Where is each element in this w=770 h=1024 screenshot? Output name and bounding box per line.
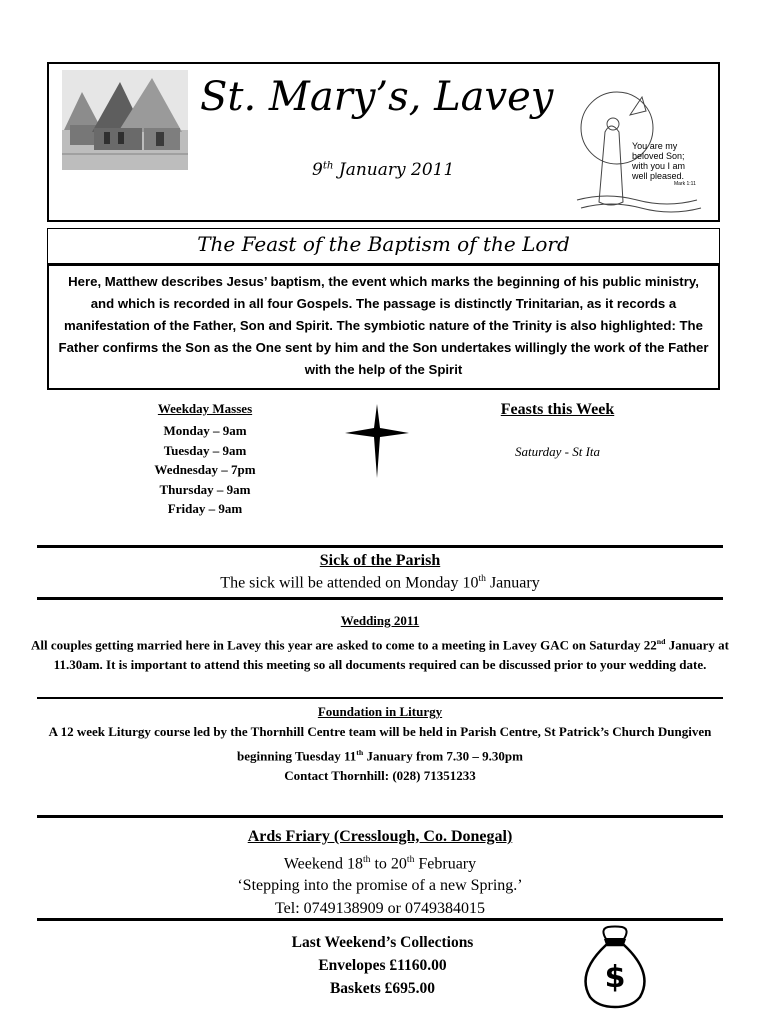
liturgy-text: A 12 week Liturgy course led by the Thornhill Centre team will be held in Parish Centre, St Patrick’s Church Dungiven beginning Tuesday 11th January from 7.30 – 9.30pm Contact Thornhill: (028) 71351233 bbox=[30, 722, 730, 787]
issue-date: 9th January 2011 bbox=[312, 160, 455, 180]
weekday-masses-list bbox=[120, 421, 290, 519]
sick-title: Sick of the Parish bbox=[319, 552, 441, 569]
verse-text: You are my beloved Son; with you I am well pleased. bbox=[632, 141, 686, 181]
liturgy-contact: Contact Thornhill: (028) 71351233 bbox=[284, 768, 476, 784]
wedding-title: Wedding 2011 bbox=[340, 613, 420, 628]
divider bbox=[37, 815, 723, 818]
ards-weekend: Weekend 18th to 20th February bbox=[283, 853, 477, 872]
ards-phone: Tel: 0749138909 or 0749384015 bbox=[275, 899, 485, 917]
collections-section bbox=[230, 931, 535, 1000]
verse-reference: Mark 1:11 bbox=[674, 181, 696, 187]
collections-baskets: Baskets £695.00 bbox=[329, 980, 436, 997]
weekday-masses-title: Weekday Masses bbox=[157, 401, 253, 416]
mass-item: Friday – 9am bbox=[167, 501, 243, 516]
mass-item: Tuesday – 9am bbox=[163, 442, 247, 458]
feast-title: The Feast of the Baptism of the Lord bbox=[197, 232, 570, 256]
liturgy-title: Foundation in Liturgy bbox=[317, 704, 443, 719]
wedding-text: All couples getting married here in Lavey this year are asked to come to a meeting in Lavey GAC on Saturday 22nd January at 11.30am. It is important to attend this meeting so all documents required can be discussed prior to your wedding date. bbox=[30, 637, 729, 673]
feast-body: Here, Matthew describes Jesus’ baptism, the event which marks the beginning of his public ministry, and which is recorded in all four Gospels. The passage is distinctly Trinitarian, as it records a manifestation of the Father, Son and Spirit. The symbiotic nature of the Trinity is also highlighted: The Father confirms the Son as the One sent by him and the Son undertakes willingly the work of the Father with the help of the Spirit bbox=[58, 274, 709, 377]
divider bbox=[37, 545, 723, 548]
divider bbox=[37, 918, 723, 921]
ards-section bbox=[37, 826, 723, 920]
divider bbox=[37, 597, 723, 600]
cross-icon bbox=[345, 404, 409, 478]
feasts-week-title: Feasts this Week bbox=[500, 401, 615, 418]
mass-item: Monday – 9am bbox=[163, 423, 247, 438]
ards-title: Ards Friary (Cresslough, Co. Donegal) bbox=[247, 828, 513, 845]
money-bag-icon bbox=[580, 925, 650, 1010]
feasts-week-item: Saturday - St Ita bbox=[514, 444, 601, 459]
church-photo bbox=[62, 70, 188, 170]
divider bbox=[37, 697, 723, 699]
page-title: St. Mary’s, Lavey bbox=[200, 74, 554, 120]
ards-quote: ‘Stepping into the promise of a new Spring.’ bbox=[237, 877, 523, 895]
collections-envelopes: Envelopes £1160.00 bbox=[318, 957, 447, 974]
sick-text: The sick will be attended on Monday 10th January bbox=[220, 573, 540, 592]
mass-item: Thursday – 9am bbox=[159, 481, 251, 497]
collections-title: Last Weekend’s Collections bbox=[291, 934, 474, 951]
mass-item: Wednesday – 7pm bbox=[154, 462, 256, 477]
dollar-sign: $ bbox=[604, 960, 626, 995]
